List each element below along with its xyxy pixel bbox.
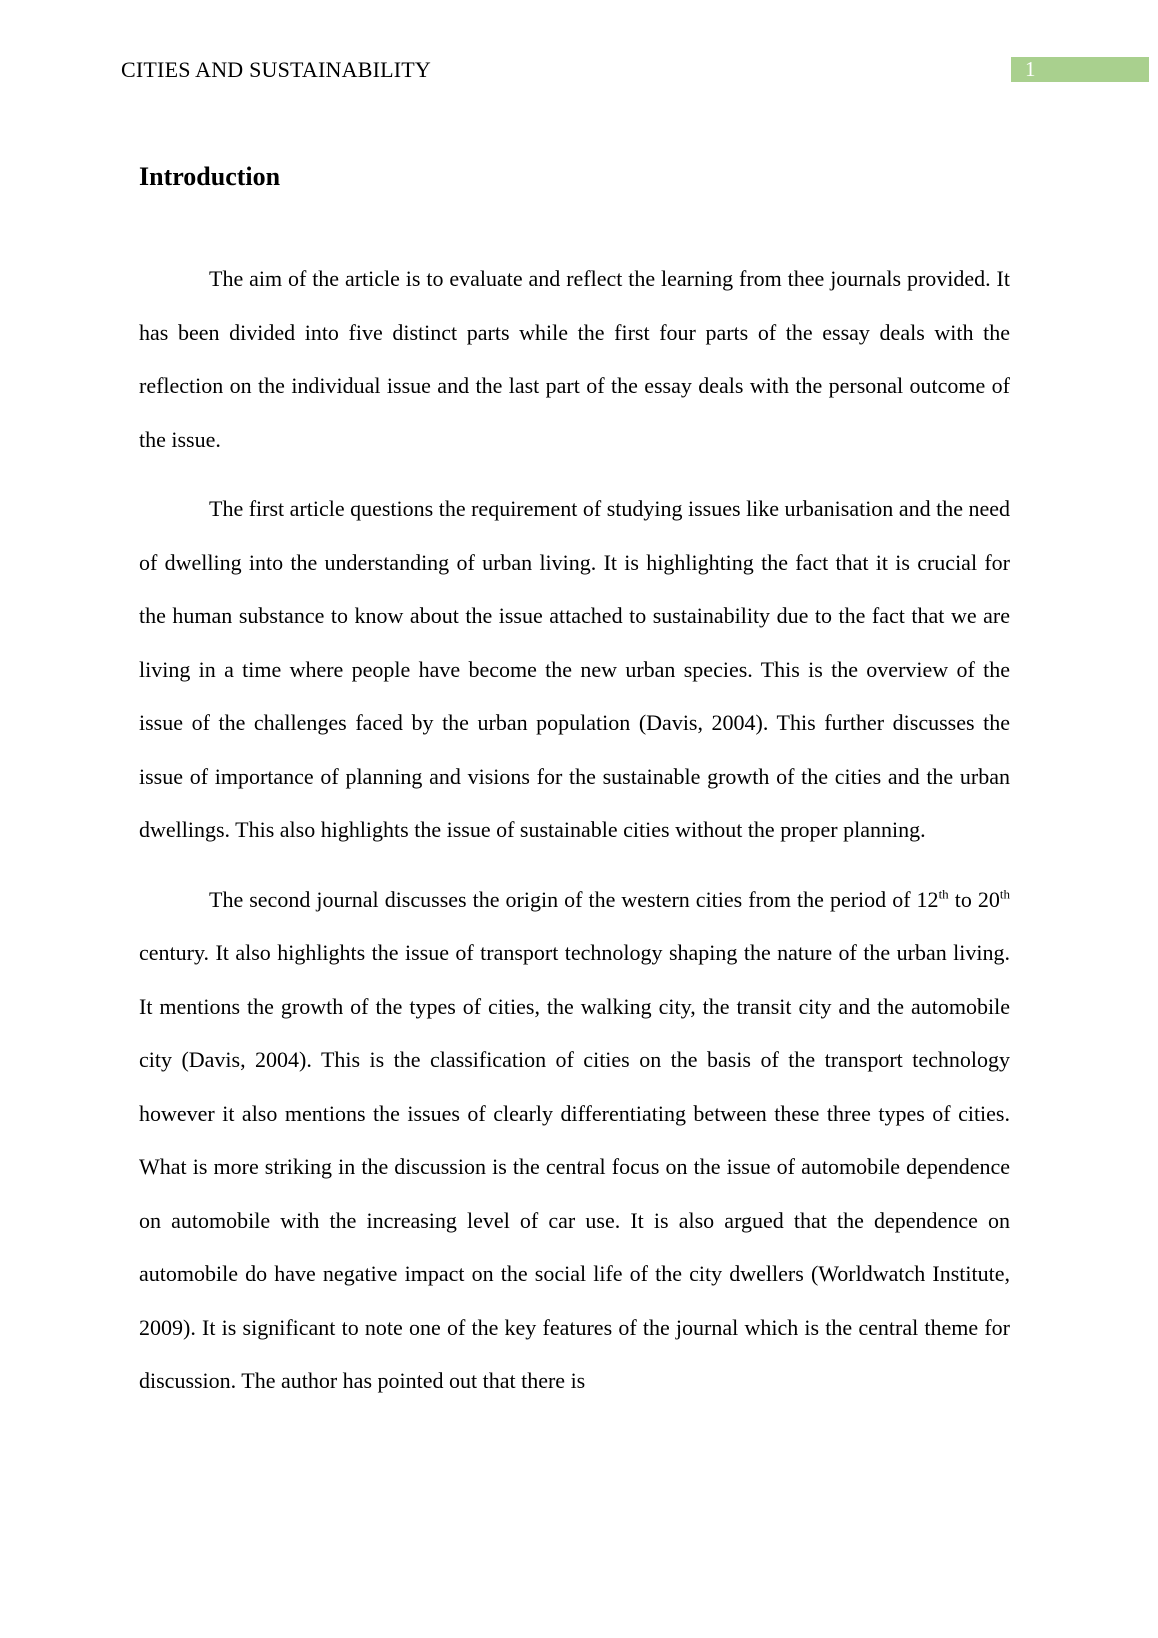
body-text: [139, 252, 1010, 1424]
running-head: CITIES AND SUSTAINABILITY: [121, 57, 432, 82]
section-heading: Introduction: [139, 162, 281, 191]
page-number: 1: [1025, 57, 1036, 81]
paragraph-3-part-2: to 20: [948, 886, 1000, 912]
paragraph-3-part-3: century. It also highlights the issue of transport technology shaping the nature of the urban living. It mentions the growth of the types of cities, the walking city, the transit city and the automobile city (Davis, 2004). This is the classification of cities on the basis of the transport technology however it also mentions the issues of clearly differentiating between these three types of cities. What is more striking in the discussion is the central focus on the issue of automobile dependence on automobile with the increasing level of car use. It is also argued that the dependence on automobile do have negative impact on the social life of the city dwellers (Worldwatch Institute, 2009). It is significant to note one of the key features of the journal which is the central theme for discussion. The author has pointed out that there is: [139, 940, 1010, 1393]
paragraph-3-part-1: The second journal discusses the origin of the western cities from the period of 12: [209, 886, 939, 912]
page-number-badge: [1011, 57, 1149, 82]
ordinal-superscript-2: th: [999, 886, 1010, 902]
paragraph-2: The first article questions the requirement of studying issues like urbanisation and the need of dwelling into the understanding of urban living. It is highlighting the fact that it is crucial for the human substance to know about the issue attached to sustainability due to the fact that we are living in a time where people have become the new urban species. This is the overview of the issue of the challenges faced by the urban population (Davis, 2004). This further discusses the issue of importance of planning and visions for the sustainable growth of the cities and the urban dwellings. This also highlights the issue of sustainable cities without the proper planning.: [139, 496, 1010, 842]
paragraph-3: [139, 873, 1010, 1408]
ordinal-superscript-1: th: [938, 886, 949, 902]
paragraph-1: The aim of the article is to evaluate and reflect the learning from thee journals provided. It has been divided into five distinct parts while the first four parts of the essay deals with the reflection on the individual issue and the last part of the essay deals with the personal outcome of the issue.: [139, 266, 1010, 452]
